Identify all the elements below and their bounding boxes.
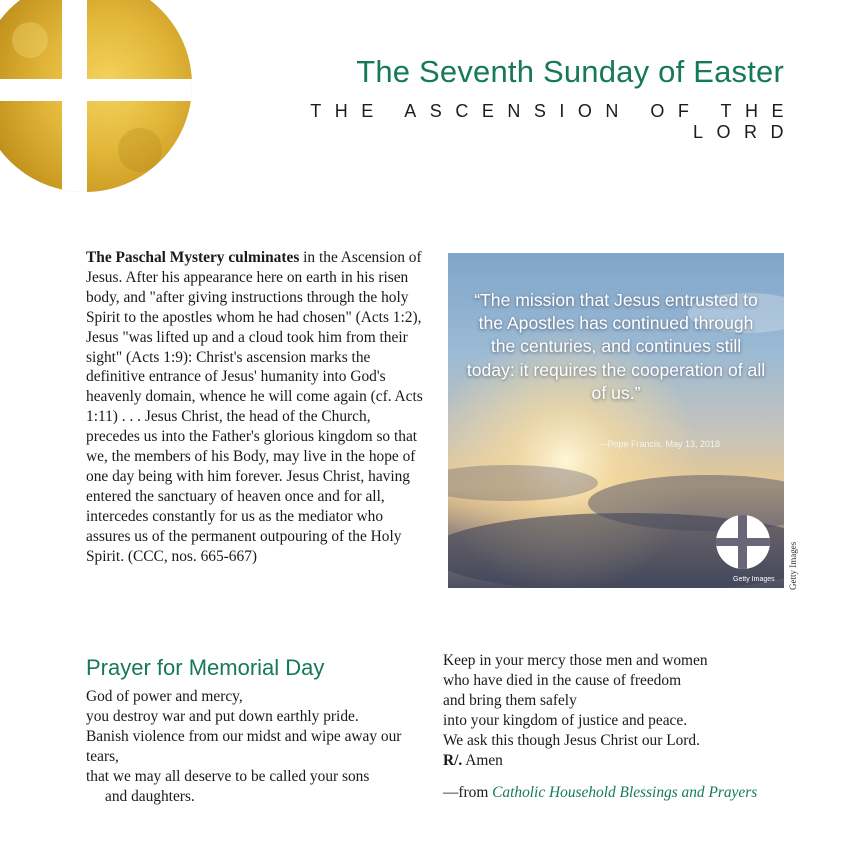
page-subtitle: THE ASCENSION OF THE LORD [310,101,797,142]
prayer-response [443,751,788,771]
photo-credit: Getty Images [733,576,775,583]
prayer-line: Banish violence from our midst and wipe away our tears, [86,728,402,765]
prayer-heading: Prayer for Memorial Day [86,655,325,680]
side-photo-credit: Getty Images [788,541,798,590]
prayer-line: We ask this though Jesus Christ our Lord. [443,732,700,749]
prayer-line: Keep in your mercy those men and women [443,652,708,669]
prayer-line: and bring them safely [443,692,577,709]
prayer-column-2 [443,651,788,803]
source-title: Catholic Household Blessings and Prayers [492,784,758,801]
quote-photo [448,253,784,588]
prayer-source [443,783,788,803]
intro-lead: The Paschal Mystery culminates [86,249,300,266]
page-title: The Seventh Sunday of Easter [356,54,784,89]
prayer-line: who have died in the cause of freedom [443,672,682,689]
prayer-line: and daughters. [105,788,195,805]
response-text: Amen [462,752,503,769]
prayer-line: you destroy war and put down earthly pride. [86,708,359,725]
prayer-line: that we may all deserve to be called your sons [86,768,370,785]
white-cross-logo-icon [715,514,771,570]
intro-paragraph [86,248,428,567]
prayer-line: into your kingdom of justice and peace. [443,712,688,729]
source-prefix: —from [443,784,493,801]
quote-attribution: —Pope Francis, May 13, 2018 [598,439,720,449]
gold-cross-logo-icon [0,0,195,210]
intro-body: in the Ascension of Jesus. After his appearance here on earth in his risen body, and "after giving instructions through the holy Spirit to the apostles whom he had chosen" (Acts 1:2), Jesus "was lifted up and a cloud took him from their sight" (Acts 1:9): Christ's ascension marks the definitive entrance of Jesus' humanity into God's heavenly domain, whence he will come again (cf. Acts 1:11) . . . Jesus Christ, the head of the Church, precedes us into the Father's glorious kingdom so that we, the members of his Body, may live in the hope of one day being with him forever. Jesus Christ, having entered the sanctuary of heaven once and for all, intercedes constantly for us as the mediator who assures us of the permanent outpouring of the Holy Spirit. (CCC, nos. 665-667) [86,249,423,565]
photo-quote: “The mission that Jesus entrusted to the Apostles has continued through the centuries, and continues still today: it requires the cooperation of all of us.” [466,290,766,403]
response-label: R/. [443,752,463,769]
prayer-column-1 [86,687,431,807]
prayer-line: God of power and mercy, [86,688,243,705]
